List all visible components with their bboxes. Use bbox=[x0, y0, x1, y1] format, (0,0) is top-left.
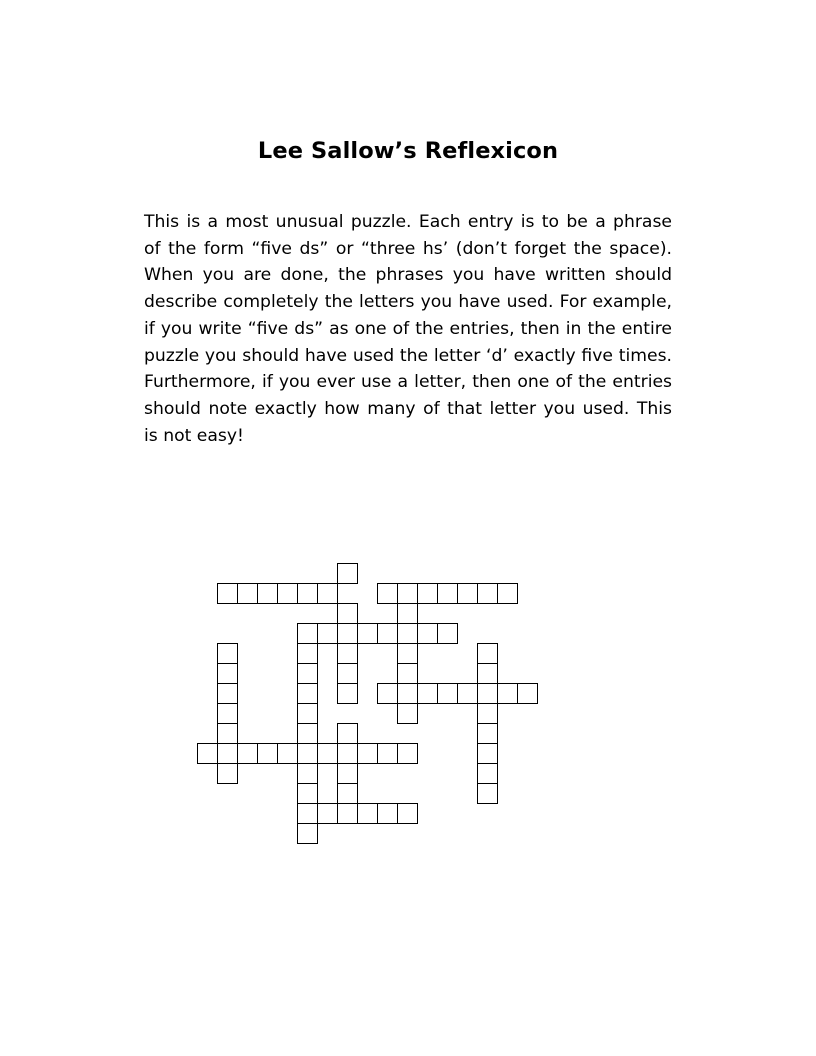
crossword-cell[interactable] bbox=[478, 724, 498, 744]
crossword-cell[interactable] bbox=[418, 624, 438, 644]
crossword-cell[interactable] bbox=[338, 684, 358, 704]
instructions-line: is not easy! bbox=[144, 425, 244, 446]
crossword-cell[interactable] bbox=[298, 744, 318, 764]
crossword-cell[interactable] bbox=[378, 804, 398, 824]
crossword-cell[interactable] bbox=[258, 744, 278, 764]
crossword-cell[interactable] bbox=[318, 624, 338, 644]
crossword-cell[interactable] bbox=[378, 584, 398, 604]
crossword-cell[interactable] bbox=[238, 584, 258, 604]
crossword-cell[interactable] bbox=[338, 564, 358, 584]
crossword-cell[interactable] bbox=[218, 744, 238, 764]
crossword-cell[interactable] bbox=[498, 584, 518, 604]
crossword-cell[interactable] bbox=[438, 584, 458, 604]
crossword-cell[interactable] bbox=[478, 684, 498, 704]
crossword-cell[interactable] bbox=[298, 704, 318, 724]
crossword-cell[interactable] bbox=[358, 624, 378, 644]
instructions-line: When you are done, the phrases you have written should bbox=[144, 265, 672, 286]
crossword-cell[interactable] bbox=[318, 584, 338, 604]
crossword-cell[interactable] bbox=[478, 784, 498, 804]
crossword-cell[interactable] bbox=[358, 804, 378, 824]
crossword-cell[interactable] bbox=[498, 684, 518, 704]
crossword-cell[interactable] bbox=[338, 784, 358, 804]
crossword-cell[interactable] bbox=[318, 744, 338, 764]
crossword-cell[interactable] bbox=[338, 724, 358, 744]
crossword-cell[interactable] bbox=[298, 584, 318, 604]
crossword-cell[interactable] bbox=[338, 604, 358, 624]
crossword-cell[interactable] bbox=[218, 764, 238, 784]
crossword-cell[interactable] bbox=[218, 704, 238, 724]
crossword-cell[interactable] bbox=[458, 684, 478, 704]
crossword-cell[interactable] bbox=[298, 804, 318, 824]
crossword-cell[interactable] bbox=[478, 664, 498, 684]
crossword-cell[interactable] bbox=[218, 664, 238, 684]
crossword-cell[interactable] bbox=[338, 764, 358, 784]
crossword-cell[interactable] bbox=[218, 644, 238, 664]
crossword-cell[interactable] bbox=[278, 584, 298, 604]
crossword-cell[interactable] bbox=[298, 644, 318, 664]
crossword-cell[interactable] bbox=[258, 584, 278, 604]
crossword-cell[interactable] bbox=[398, 584, 418, 604]
crossword-cell[interactable] bbox=[398, 604, 418, 624]
crossword-cell[interactable] bbox=[378, 624, 398, 644]
crossword-cell[interactable] bbox=[398, 804, 418, 824]
crossword-cell[interactable] bbox=[398, 624, 418, 644]
crossword-cell[interactable] bbox=[298, 684, 318, 704]
crossword-cell[interactable] bbox=[298, 624, 318, 644]
instructions-line: describe completely the letters you have used. For example, bbox=[144, 292, 672, 313]
crossword-cell[interactable] bbox=[218, 584, 238, 604]
instructions-line: puzzle you should have used the letter ‘d’ exactly five times. bbox=[144, 345, 672, 366]
crossword-cell[interactable] bbox=[438, 624, 458, 644]
crossword-cell[interactable] bbox=[398, 644, 418, 664]
crossword-cell[interactable] bbox=[298, 664, 318, 684]
instructions-line: of the form “five ds” or “three hs’ (don’t forget the space). bbox=[144, 238, 672, 259]
crossword-cell[interactable] bbox=[398, 704, 418, 724]
crossword-cell[interactable] bbox=[278, 744, 298, 764]
instructions-line: Furthermore, if you ever use a letter, then one of the entries bbox=[144, 372, 672, 393]
crossword-cell[interactable] bbox=[378, 684, 398, 704]
crossword-cell[interactable] bbox=[478, 584, 498, 604]
crossword-cell[interactable] bbox=[398, 684, 418, 704]
crossword-cell[interactable] bbox=[438, 684, 458, 704]
crossword-cell[interactable] bbox=[298, 784, 318, 804]
crossword-cell[interactable] bbox=[338, 744, 358, 764]
crossword-cell[interactable] bbox=[478, 744, 498, 764]
crossword-cell[interactable] bbox=[478, 704, 498, 724]
crossword-cell[interactable] bbox=[518, 684, 538, 704]
crossword-cell[interactable] bbox=[338, 664, 358, 684]
crossword-cell[interactable] bbox=[298, 764, 318, 784]
crossword-cell[interactable] bbox=[218, 724, 238, 744]
crossword-cell[interactable] bbox=[358, 744, 378, 764]
crossword-cell[interactable] bbox=[418, 684, 438, 704]
crossword-cell[interactable] bbox=[478, 644, 498, 664]
crossword-cell[interactable] bbox=[378, 744, 398, 764]
page-title: Lee Sallow’s Reflexicon bbox=[257, 138, 559, 164]
crossword-cell[interactable] bbox=[238, 744, 258, 764]
instructions-line: should note exactly how many of that letter you used. This bbox=[144, 398, 672, 419]
crossword-cell[interactable] bbox=[338, 624, 358, 644]
crossword-cell[interactable] bbox=[398, 664, 418, 684]
crossword-cell[interactable] bbox=[298, 824, 318, 844]
crossword-cell[interactable] bbox=[418, 584, 438, 604]
crossword-cell[interactable] bbox=[398, 744, 418, 764]
crossword-cell[interactable] bbox=[478, 764, 498, 784]
crossword-cell[interactable] bbox=[318, 804, 338, 824]
crossword-cell[interactable] bbox=[338, 644, 358, 664]
crossword-cell[interactable] bbox=[458, 584, 478, 604]
instructions-line: This is a most unusual puzzle. Each entry is to be a phrase bbox=[144, 212, 672, 232]
crossword-cell[interactable] bbox=[198, 744, 218, 764]
crossword-cell[interactable] bbox=[338, 804, 358, 824]
crossword-cell[interactable] bbox=[298, 724, 318, 744]
crossword-cell[interactable] bbox=[218, 684, 238, 704]
instructions-line: if you write “five ds” as one of the entries, then in the entire bbox=[144, 318, 672, 339]
